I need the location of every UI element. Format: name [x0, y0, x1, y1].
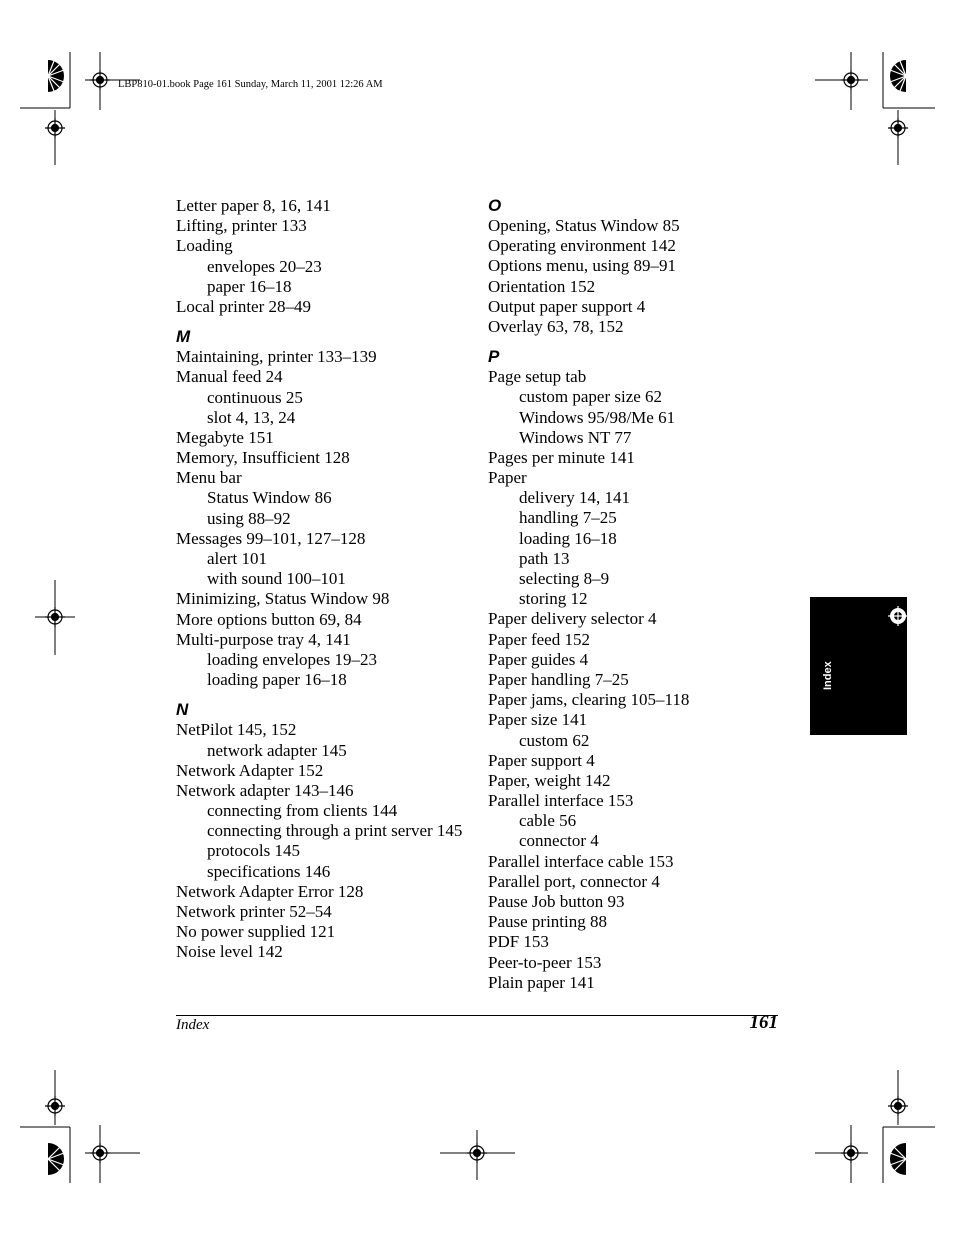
index-subentry: Status Window 86: [207, 488, 332, 508]
index-entry: Pause Job button 93: [488, 892, 625, 911]
index-entry: No power supplied 121: [176, 922, 336, 942]
index-entry: Paper: [488, 468, 527, 488]
index-subentry: storing 12: [519, 589, 588, 609]
index-subentry: network adapter 145: [207, 740, 347, 760]
index-subentry: loading paper 16–18: [207, 670, 347, 690]
index-entry: Parallel interface cable 153: [488, 851, 674, 871]
index-entry: Paper jams, clearing 105–118: [488, 690, 690, 710]
index-column-right: [488, 196, 788, 993]
index-entry: NetPilot 145, 152: [176, 720, 297, 740]
index-entry: Letter paper 8, 16, 141: [176, 196, 331, 215]
index-entry: Operating environment 142: [488, 236, 676, 256]
index-subentry: connecting through a print server 145: [207, 821, 463, 841]
index-letter-heading: N: [176, 700, 189, 720]
index-entry: Page setup tab: [488, 367, 587, 387]
index-subentry: protocols 145: [207, 841, 301, 861]
index-subentry: connector 4: [519, 831, 599, 851]
index-subentry: alert 101: [207, 549, 267, 568]
index-subentry: Windows 95/98/Me 61: [519, 407, 676, 427]
index-entry: Options menu, using 89–91: [488, 256, 676, 276]
index-subentry: continuous 25: [207, 387, 303, 407]
index-entry: Paper, weight 142: [488, 770, 611, 790]
index-entry: Orientation 152: [488, 276, 596, 296]
index-entry: Parallel interface 153: [488, 791, 634, 811]
index-entry: Network Adapter Error 128: [176, 881, 364, 901]
index-subentry: envelopes 20–23: [207, 256, 322, 276]
index-entry: Paper handling 7–25: [488, 669, 629, 689]
index-entry: Output paper support 4: [488, 296, 646, 316]
index-subentry: custom 62: [519, 730, 590, 750]
index-entry: Paper support 4: [488, 750, 595, 770]
index-subentry: custom paper size 62: [519, 387, 663, 407]
book-file-info: LBP810-01.book Page 161 Sunday, March 11, 2001 12:26 AM: [118, 79, 383, 90]
index-subentry: Windows NT 77: [519, 427, 632, 447]
index-subentry: with sound 100–101: [207, 569, 346, 589]
index-entry: Network printer 52–54: [176, 902, 332, 921]
index-entry: Overlay 63, 78, 152: [488, 316, 624, 336]
index-entry: Megabyte 151: [176, 427, 274, 447]
index-entry: Parallel port, connector 4: [488, 871, 660, 891]
index-subentry: path 13: [519, 548, 570, 568]
side-tab-label: Index: [822, 661, 834, 690]
index-entry: Paper delivery selector 4: [488, 609, 657, 629]
index-entry: Manual feed 24: [176, 367, 283, 387]
index-subentry: connecting from clients 144: [207, 801, 398, 821]
index-letter-heading: P: [488, 347, 500, 367]
index-entry: Plain paper 141: [488, 972, 595, 992]
index-subentry: slot 4, 13, 24: [207, 407, 296, 427]
index-entry: Network Adapter 152: [176, 760, 324, 780]
index-entry: Network adapter 143–146: [176, 780, 354, 800]
index-letter-heading: M: [176, 327, 191, 347]
index-entry: Noise level 142: [176, 942, 283, 962]
index-subentry: loading 16–18: [519, 528, 617, 548]
page-number: 161: [749, 1012, 778, 1033]
index-subentry: loading envelopes 19–23: [207, 649, 377, 669]
index-subentry: specifications 146: [207, 861, 331, 881]
index-column-left: [176, 196, 476, 963]
index-entry: Opening, Status Window 85: [488, 216, 680, 235]
index-letter-heading: O: [488, 196, 502, 215]
index-entry: Pause printing 88: [488, 912, 607, 932]
index-entry: Menu bar: [176, 468, 242, 488]
index-entry: Peer-to-peer 153: [488, 952, 602, 972]
index-subentry: paper 16–18: [207, 276, 292, 296]
index-entry: Minimizing, Status Window 98: [176, 589, 390, 609]
index-entry: Loading: [176, 236, 233, 256]
footer-rule: [176, 1015, 778, 1016]
index-entry: Memory, Insufficient 128: [176, 448, 350, 468]
index-subentry: selecting 8–9: [519, 569, 610, 588]
index-subentry: using 88–92: [207, 508, 291, 528]
crosshair-icon: [887, 605, 909, 627]
footer-section-label: Index: [176, 1017, 210, 1033]
index-subentry: cable 56: [519, 811, 577, 831]
index-subentry: handling 7–25: [519, 508, 617, 528]
index-entry: Paper feed 152: [488, 629, 590, 649]
index-entry: Multi-purpose tray 4, 141: [176, 629, 351, 649]
index-entry: Paper size 141: [488, 710, 588, 730]
index-entry: More options button 69, 84: [176, 609, 362, 629]
index-entry: PDF 153: [488, 932, 549, 952]
index-entry: Messages 99–101, 127–128: [176, 528, 366, 548]
index-entry: Pages per minute 141: [488, 447, 635, 467]
index-subentry: delivery 14, 141: [519, 488, 630, 508]
index-entry: Lifting, printer 133: [176, 216, 307, 236]
index-entry: Local printer 28–49: [176, 296, 312, 316]
index-entry: Maintaining, printer 133–139: [176, 347, 377, 367]
index-entry: Paper guides 4: [488, 649, 589, 669]
